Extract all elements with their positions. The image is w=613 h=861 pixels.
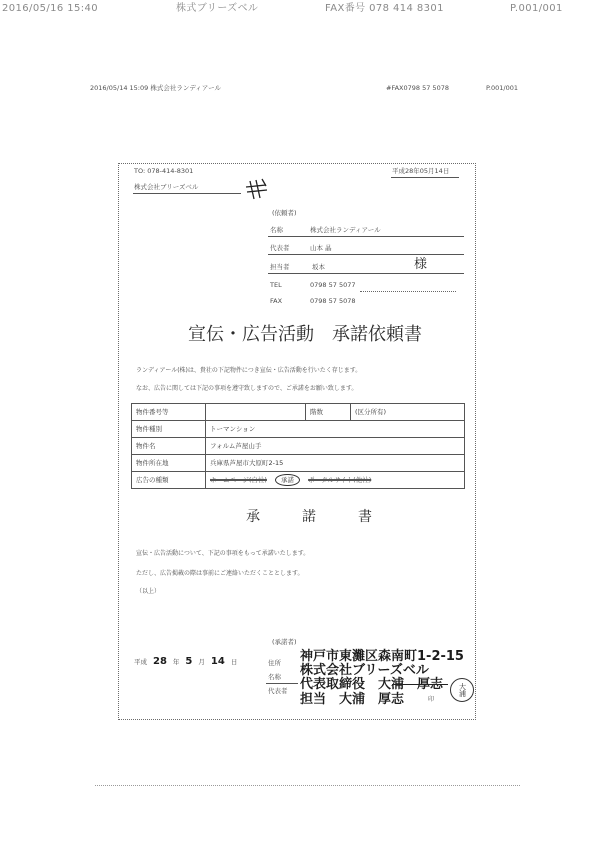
ad-type-value [206,472,465,489]
fax-top-number: FAX番号 078 414 8301 [325,3,444,14]
signer-heading: (承諾者) [272,638,297,646]
date-underline [391,177,459,178]
date-era: 平成 [134,658,147,666]
signer-label-underline [266,683,298,684]
property-table [131,403,465,489]
table-label: 物件種別 [132,421,206,438]
to-company: 株式会社ブリーズベル [134,183,199,191]
seal-mark: 印 [428,696,435,703]
request-date: 平成28年05月14日 [392,167,450,175]
date-month: 5 [185,656,193,667]
requester-rep-underline [268,254,464,255]
signer-contact: 担当 大浦 厚志 [300,692,405,707]
date-year: 28 [153,656,167,667]
requester-tel: 0798 57 5077 [310,281,356,289]
requester-contact-underline [268,273,464,274]
table-value: 兵庫県芦屋市大原町2-15 [206,455,465,472]
table-value: フォルム芦屋山手 [206,438,465,455]
requester-heading: (依頼者) [272,209,297,217]
date-day-unit: 日 [230,658,238,666]
table-row [132,421,465,438]
table-label: 物件番号等 [132,404,206,421]
ad-type-struck-right: ポータルサイト(他社) [308,475,372,484]
requester-fax: 0798 57 5078 [310,297,356,305]
requester-fax-label: FAX [270,297,283,305]
request-title: 宣伝・広告活動 承諾依頼書 [188,324,422,345]
intro-line-2: なお、広告に関しては下記の事項を遵守致しますので、ご承諾をお願い致します。 [136,385,358,392]
signer-address-label: 住所 [268,659,281,667]
requester-name-label: 名称 [270,226,283,234]
fax-top-page: P.001/001 [510,3,563,14]
table-label: 物件所在地 [132,455,206,472]
requester-rep: 山本 晶 [310,244,332,252]
requester-contact-label: 担当者 [270,263,290,271]
table-value-empty [206,404,306,421]
table-label: 物件名 [132,438,206,455]
requester-name: 株式会社ランディアール [310,226,381,234]
intro-line-1: ランディアール(株)は、貴社の下記物件につき宣伝・広告活動を行いたく存じます。 [136,367,362,374]
fax-number: #FAX0798 57 5078 [386,84,449,92]
fax-page: P.001/001 [486,84,518,92]
to-line: TO: 078-414-8301 [134,167,194,175]
table-row [132,472,465,489]
table-row [132,404,465,421]
consent-line-2: ただし、広告掲載の際は事前にご連絡いただくこととします。 [136,570,304,577]
consent-title: 承 諾 書 [246,509,386,525]
requester-tel-underline [360,291,456,292]
date-month-unit: 月 [198,658,205,666]
requester-name-underline [268,236,464,237]
signer-name: 株式会社ブリーズベル [300,663,429,678]
table-value: トーマンション [206,421,465,438]
signer-rep: 代表取締役 大浦 厚志 [300,677,444,692]
ad-type-circled: 承諾 [275,474,300,487]
table-row [132,455,465,472]
bottom-dotted-line [95,785,520,786]
fax-top-datetime: 2016/05/16 15:40 [2,3,99,14]
ad-type-struck-left: ホームページ(自社) [210,475,267,484]
date-day: 14 [210,656,225,667]
consent-date [134,657,237,667]
signer-address: 神戸市東灘区森南町1-2-15 [300,649,464,664]
seal-stamp: 大浦 [450,678,474,702]
table-floor-label: 階数 [306,404,351,421]
table-label: 広告の種類 [132,472,206,489]
handwritten-strike [392,684,448,685]
requester-tel-label: TEL [270,281,282,289]
honorific: 様 [414,257,428,272]
handwritten-mark-icon [244,177,270,203]
fax-top-sender: 株式ブリーズベル [176,3,259,14]
consent-line-3: （以上） [136,588,161,595]
table-row [132,438,465,455]
consent-line-1: 宣伝・広告活動について、下記の事項をもって承諾いたします。 [136,550,310,557]
date-year-unit: 年 [172,658,180,666]
to-company-underline [133,193,241,194]
signer-rep-label: 代表者 [268,687,288,695]
requester-contact: 坂本 [312,263,325,271]
signer-name-label: 名称 [268,673,281,681]
fax-datetime: 2016/05/14 15:09 株式会社ランディアール [90,84,221,92]
table-note: (区分所有) [351,404,465,421]
requester-rep-label: 代表者 [270,244,290,252]
